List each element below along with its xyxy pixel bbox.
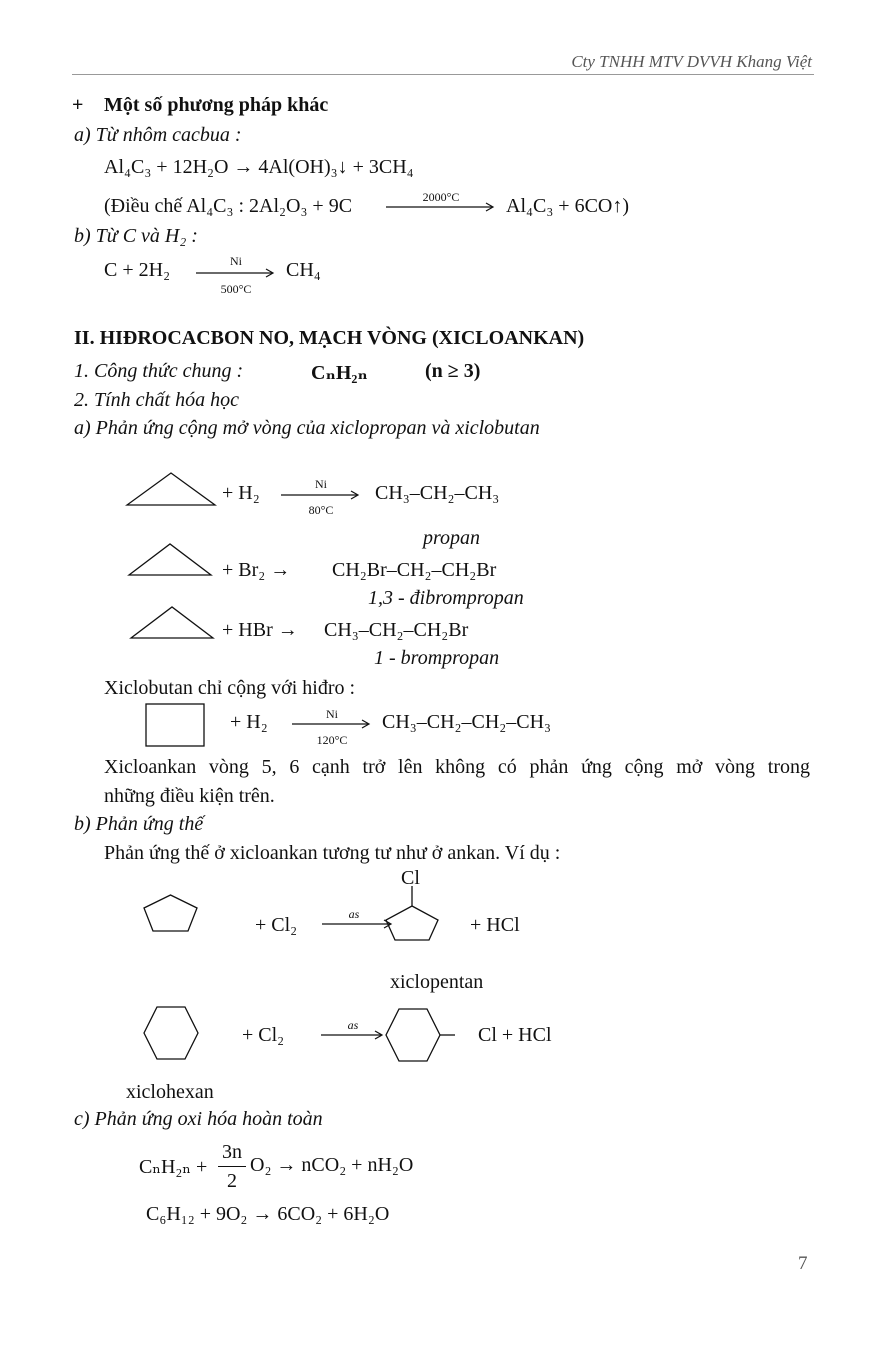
product-dibromopropane: CH₂Br–CH₂–CH₂Br: [332, 559, 497, 581]
equation-c-h2-left: C + 2H₂: [104, 259, 171, 281]
reaction-arrow: [196, 268, 276, 278]
combustion-general-left: CₙH₂ₙ +: [139, 1156, 208, 1178]
oxidation-label: c) Phản ứng oxi hóa hoàn toàn: [74, 1108, 323, 1130]
chemical-properties-label: 2. Tính chất hóa học: [74, 389, 239, 411]
cyclobutane-icon: [145, 703, 205, 747]
general-formula: CₙH₂ₙ: [311, 362, 368, 384]
fraction-numerator: 3n: [222, 1141, 242, 1163]
reagent-h2: + H₂: [222, 482, 260, 504]
reaction-arrow: [321, 1030, 385, 1040]
reagent-h2: + H₂: [230, 711, 268, 733]
product-name-propane: propan: [423, 527, 481, 549]
condition-light: as: [348, 907, 360, 921]
condition-temperature: 2000°C: [422, 190, 460, 204]
combustion-cyclohexane: C₆H₁₂ + 9O₂ → 6CO₂ + 6H₂O: [146, 1203, 390, 1225]
equation-al4c3-prep-left: (Điều chế Al₄C₃ : 2Al₂O₃ + 9C: [104, 195, 353, 217]
equation-al4c3-hydrolysis: Al₄C₃ + 12H₂O → 4Al(OH)₃↓ + 3CH₄: [104, 156, 414, 178]
product-name-dibromopropane: 1,3 - đibrompropan: [368, 587, 524, 609]
reagent-cl2: + Cl₂: [242, 1024, 285, 1046]
condition-temperature: 120°C: [316, 733, 348, 747]
fraction-bar: [218, 1166, 246, 1167]
bullet-mark: +: [72, 94, 84, 116]
method-a-label: a) Từ nhôm cacbua :: [74, 124, 242, 146]
byproduct-hcl: + HCl: [470, 914, 520, 936]
reagent-cl2: + Cl₂: [255, 914, 298, 936]
reagent-br2: + Br₂ →: [222, 559, 291, 581]
product-chloro-hcl: Cl + HCl: [478, 1024, 552, 1046]
condition-catalyst: Ni: [230, 254, 242, 268]
fraction-denominator: 2: [227, 1170, 237, 1192]
condition-temperature: 80°C: [308, 503, 334, 517]
compound-name-cyclopentane: xiclopentan: [390, 971, 484, 993]
condition-catalyst: Ni: [315, 477, 327, 491]
condition-light: as: [347, 1018, 359, 1032]
cyclopropane-icon: [127, 542, 213, 577]
publisher-header: Cty TNHH MTV DVVH Khang Việt: [571, 52, 812, 71]
reaction-arrow: [386, 202, 496, 212]
substitution-note: Phản ứng thế ở xicloankan tương tư như ở ankan. Ví dụ :: [104, 842, 561, 864]
product-butane: CH₃–CH₂–CH₂–CH₃: [382, 711, 552, 733]
condition-temperature: 500°C: [220, 282, 252, 296]
cyclopentane-icon: [142, 893, 199, 933]
equation-c-h2-right: CH₄: [286, 259, 321, 281]
cyclobutane-note: Xiclobutan chỉ cộng với hiđro :: [104, 677, 356, 699]
product-propane: CH₃–CH₂–CH₃: [375, 482, 500, 504]
chlorocyclopentane-icon: [384, 886, 440, 942]
section-title: II. HIĐROCACBON NO, MẠCH VÒNG (XICLOANKAN): [74, 327, 585, 349]
cyclopropane-icon: [125, 471, 217, 507]
header-rule: [72, 74, 814, 75]
method-b-label: b) Từ C và H₂ :: [74, 225, 198, 247]
cyclohexane-icon: [143, 1005, 199, 1061]
condition-catalyst: Ni: [326, 707, 338, 721]
chlorocyclohexane-icon: [385, 1007, 457, 1063]
other-methods-heading: Một số phương pháp khác: [104, 94, 329, 116]
general-formula-condition: (n ≥ 3): [425, 360, 481, 382]
cyclopropane-icon: [129, 605, 215, 640]
page-number: 7: [798, 1253, 808, 1274]
combustion-general-right: O₂ → nCO₂ + nH₂O: [250, 1154, 414, 1176]
ring-opening-label: a) Phản ứng cộng mở vòng của xiclopropan và xiclobutan: [74, 417, 540, 439]
reaction-arrow: [292, 719, 372, 729]
reaction-arrow: [281, 490, 361, 500]
equation-al4c3-prep-right: Al₄C₃ + 6CO↑): [506, 195, 630, 217]
ring-size-note-line2: những điều kiện trên.: [104, 785, 275, 807]
product-name-bromopropane: 1 - brompropan: [374, 647, 500, 669]
compound-name-cyclohexane: xiclohexan: [126, 1081, 214, 1103]
substitution-label: b) Phản ứng thế: [74, 813, 204, 835]
reagent-hbr: + HBr →: [222, 619, 298, 641]
chlorine-substituent: Cl: [401, 867, 420, 889]
product-bromopropane: CH₃–CH₂–CH₂Br: [324, 619, 469, 641]
general-formula-label: 1. Công thức chung :: [74, 360, 244, 382]
ring-size-note-line1: Xicloankan vòng 5, 6 cạnh trở lên không có phản ứng cộng mở vòng trong: [104, 756, 810, 778]
